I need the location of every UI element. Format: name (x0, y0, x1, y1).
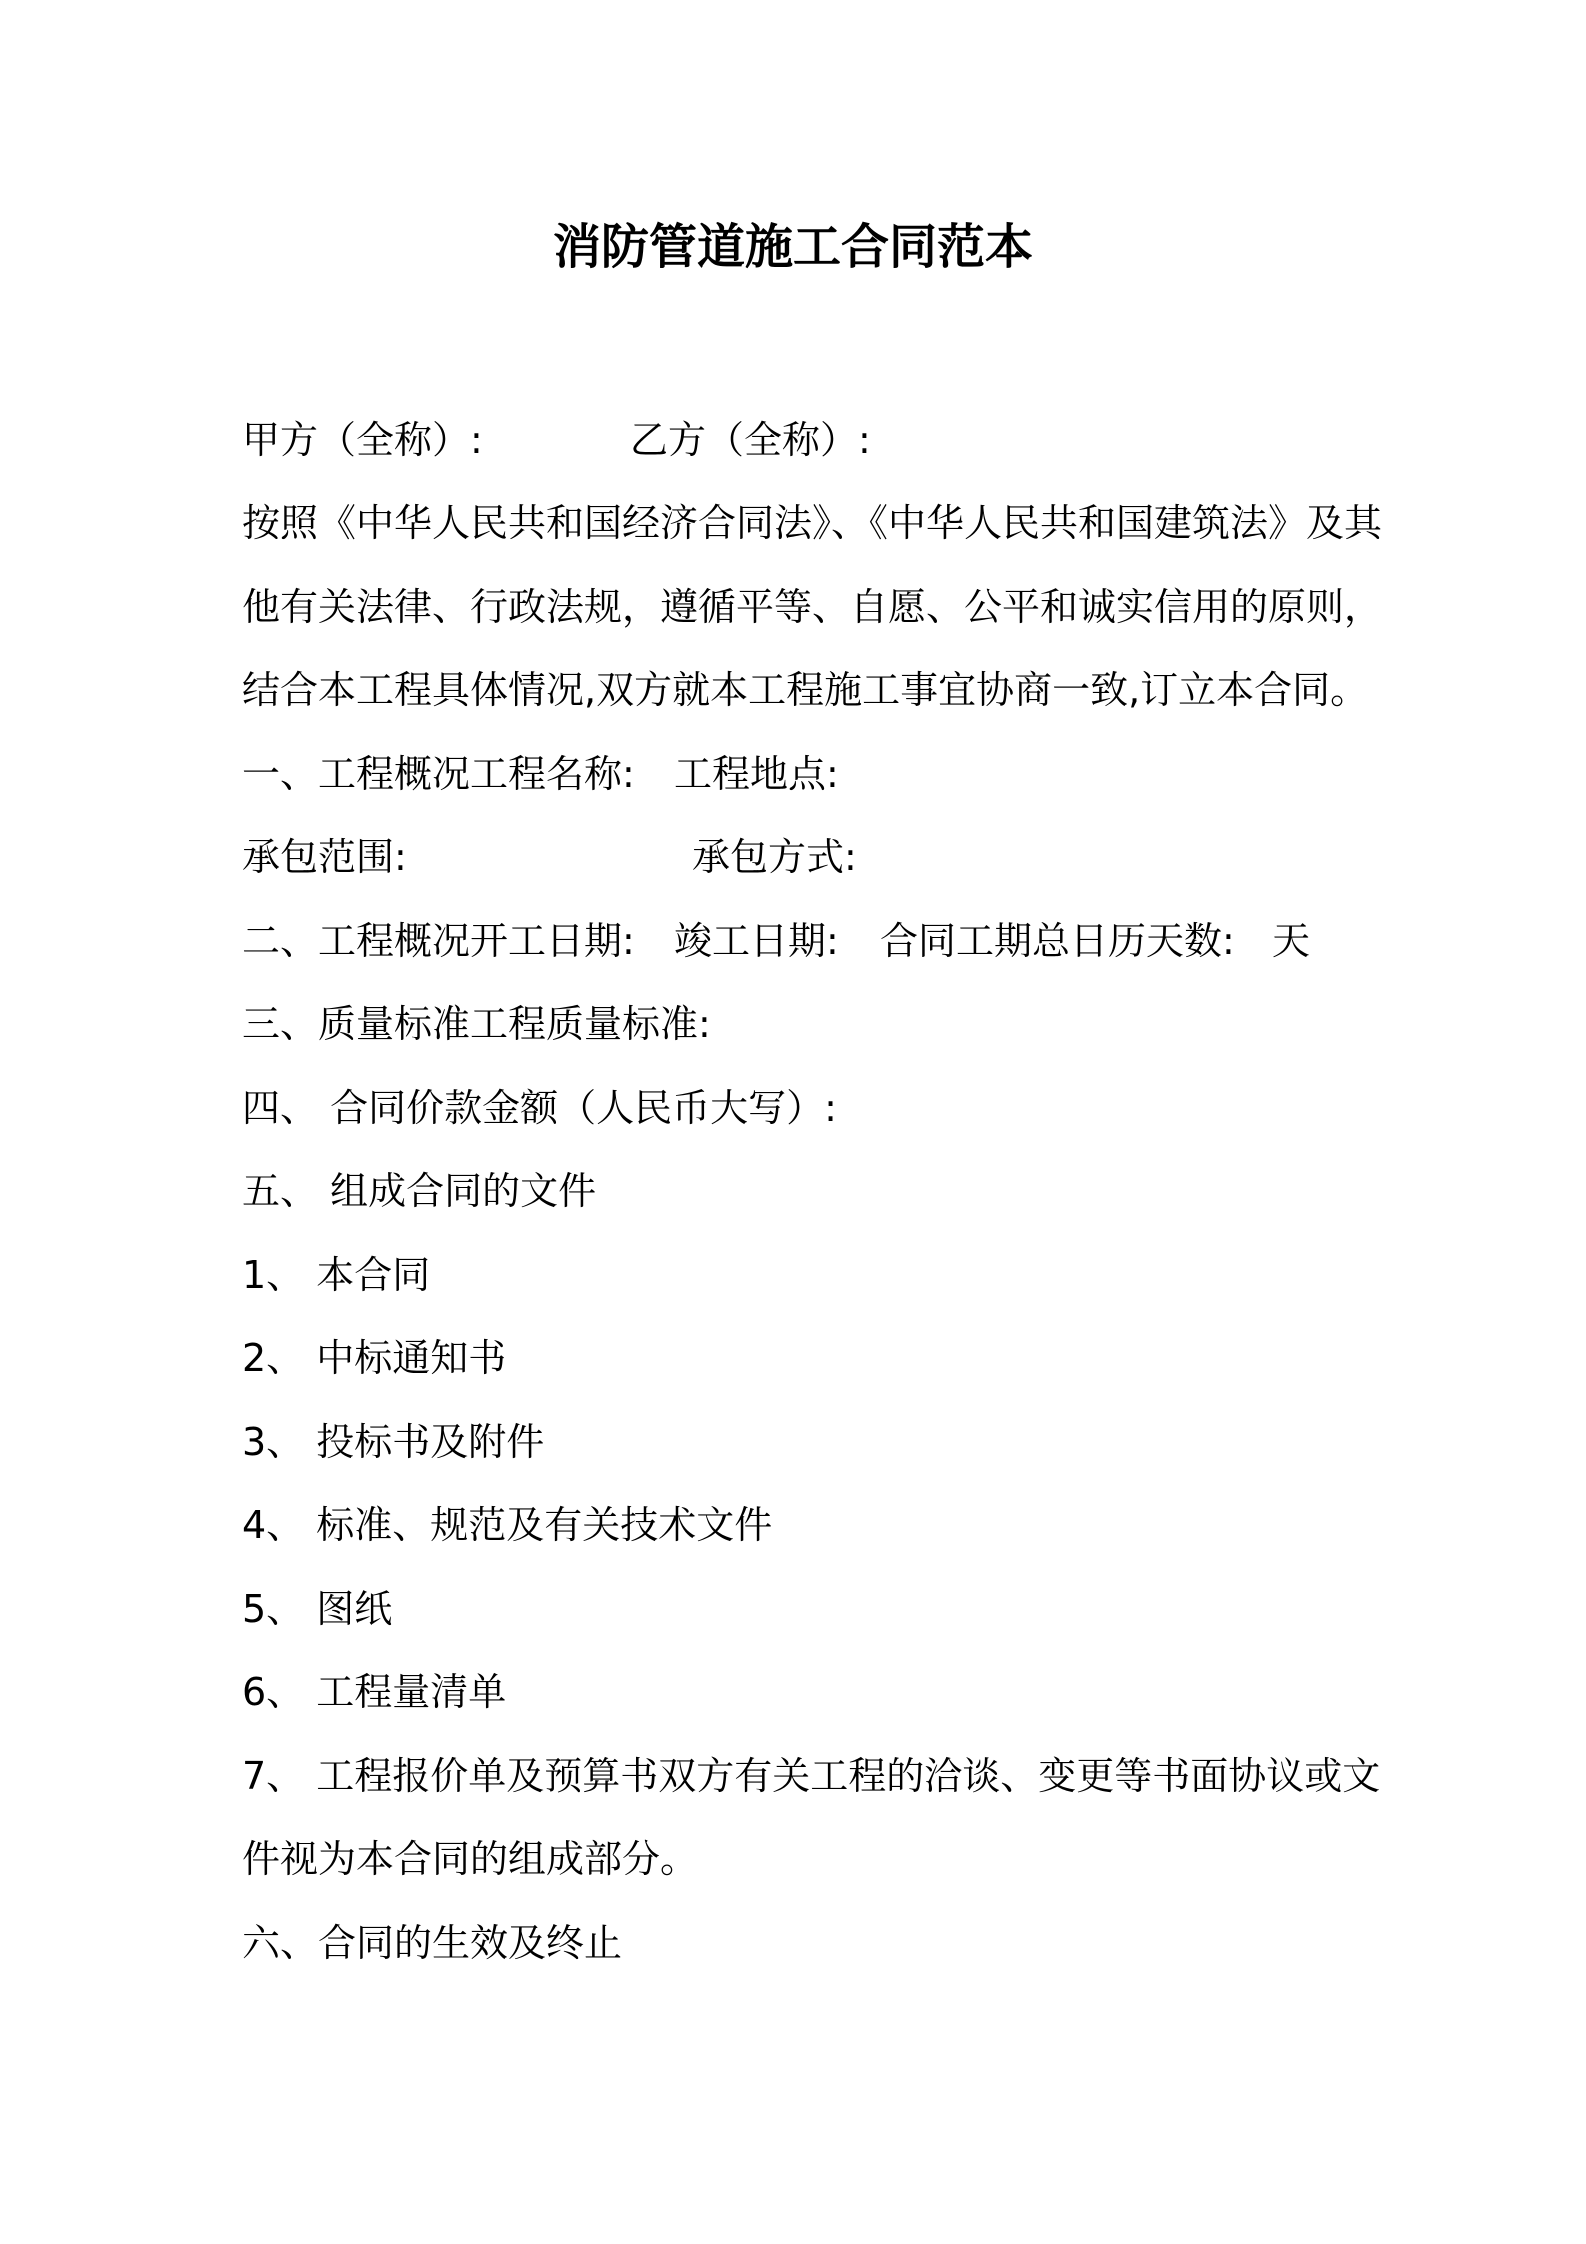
section-3-heading: 三、质量标准工程质量标准: (242, 1002, 711, 1046)
preamble-line-3: 结合本工程具体情况,双方就本工程施工事宜协商一致,订立本合同。 (242, 668, 1369, 712)
list-item: 6、 工程量清单 (242, 1670, 507, 1714)
completion-date-label: 竣工日期: (674, 919, 839, 963)
total-days-label: 合同工期总日历天数: (880, 919, 1235, 963)
days-unit: 天 (1272, 919, 1311, 963)
contract-method-label: 承包方式: (692, 835, 857, 879)
contract-scope-label: 承包范围: (242, 835, 407, 879)
section-6-heading: 六、合同的生效及终止 (242, 1921, 623, 1965)
list-item: 1、 本合同 (242, 1253, 431, 1297)
party-b-label: 乙方（全称）: (630, 418, 871, 462)
list-item: 4、 标准、规范及有关技术文件 (242, 1503, 773, 1547)
list-item: 3、 投标书及附件 (242, 1420, 545, 1464)
section-5-heading: 五、 组成合同的文件 (242, 1169, 597, 1213)
list-item-continuation: 件视为本合同的组成部分。 (242, 1837, 699, 1881)
section-1-heading: 一、工程概况工程名称: (242, 752, 635, 796)
list-item: 2、 中标通知书 (242, 1336, 507, 1380)
preamble-line-1: 按照《中华人民共和国经济合同法》、《中华人民共和国建筑法》及其 (242, 501, 1383, 545)
section-2-heading: 二、工程概况开工日期: (242, 919, 635, 963)
list-item: 7、 工程报价单及预算书双方有关工程的洽谈、变更等书面协议或文 (242, 1754, 1381, 1798)
document-title: 消防管道施工合同范本 (552, 219, 1033, 275)
list-item: 5、 图纸 (242, 1587, 393, 1631)
project-location-label: 工程地点: (674, 752, 839, 796)
preamble-line-2: 他有关法律、行政法规，遵循平等、自愿、公平和诚实信用的原则， (242, 585, 1383, 629)
party-a-label: 甲方（全称）: (242, 418, 483, 462)
section-4-heading: 四、 合同价款金额（人民币大写）: (242, 1086, 837, 1130)
